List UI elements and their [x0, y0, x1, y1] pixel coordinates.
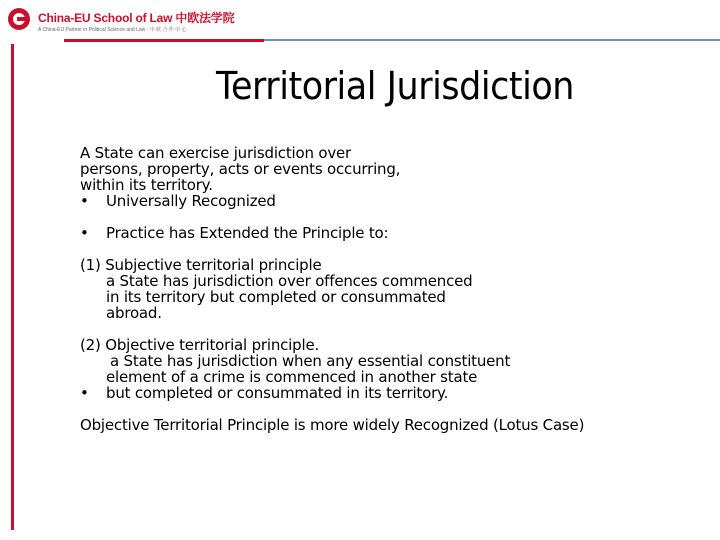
side-accent-bar — [11, 44, 14, 530]
principle-text: a State has jurisdiction over offences commenced — [106, 272, 473, 290]
logo-name: China-EU School of Law 中欧法学院 — [38, 11, 235, 25]
bullet-item — [80, 193, 700, 209]
bullet-text: Practice has Extended the Principle to: — [106, 224, 389, 242]
logo-subtitle: A China-EU Partner in Political Science and Law · 中 欧 合 作 中 心 — [38, 27, 187, 33]
slide-title: Territorial Jurisdiction — [215, 64, 575, 108]
intro-line: within its territory. — [80, 176, 213, 194]
bullet-item — [80, 225, 700, 241]
bullet-item — [80, 385, 700, 401]
bullet-icon: • — [80, 384, 89, 402]
principle-text: a State has jurisdiction when any essential constituent — [110, 352, 511, 370]
principle-heading: (2) Objective territorial principle. — [80, 336, 320, 354]
header-divider-accent — [64, 39, 264, 42]
bullet-icon: • — [80, 192, 89, 210]
logo-emblem-icon — [8, 8, 30, 30]
bullet-text: Universally Recognized — [106, 192, 276, 210]
conclusion-text: Objective Territorial Principle is more widely Recognized (Lotus Case) — [80, 416, 585, 434]
principle-text: in its territory but completed or consummated — [106, 288, 446, 306]
slide-body — [80, 145, 700, 433]
intro-line: A State can exercise jurisdiction over — [80, 144, 351, 162]
principle-text: element of a crime is commenced in another state — [106, 368, 478, 386]
school-logo — [8, 6, 235, 36]
intro-line: persons, property, acts or events occurring, — [80, 160, 401, 178]
bullet-text: but completed or consummated in its territory. — [106, 384, 449, 402]
principle-text: abroad. — [106, 304, 162, 322]
principle-heading: (1) Subjective territorial principle — [80, 256, 322, 274]
bullet-icon: • — [80, 224, 89, 242]
